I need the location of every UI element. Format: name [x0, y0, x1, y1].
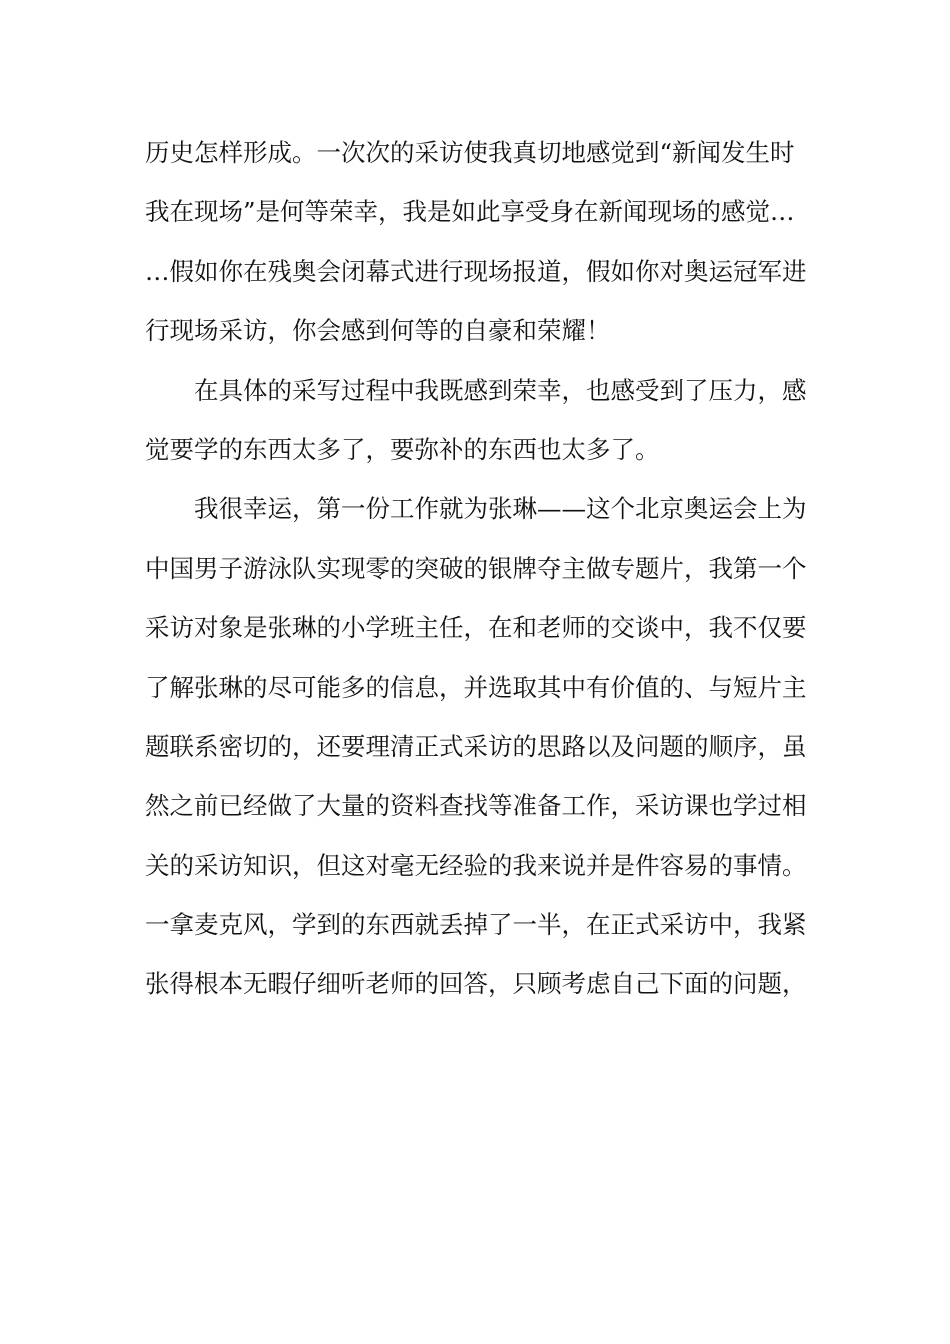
paragraph-first-line: 在具体的采写过程中我既感到荣幸，也感受到了压力，感	[194, 375, 807, 405]
text-line: 我在现场”是何等荣幸，我是如此享受身在新闻现场的感觉…	[145, 197, 795, 227]
text-line: 张得根本无暇仔细听老师的回答，只顾考虑自己下面的问题，	[145, 969, 807, 999]
text-line: 一拿麦克风，学到的东西就丢掉了一半，在正式采访中，我紧	[145, 910, 807, 940]
text-line: 历史怎样形成。一次次的采访使我真切地感觉到“新闻发生时	[145, 138, 795, 167]
paragraph-first-line: 我很幸运，第一份工作就为张琳——这个北京奥运会上为	[194, 494, 807, 524]
text-line: 了解张琳的尽可能多的信息，并选取其中有价值的、与短片主	[145, 672, 807, 702]
text-line: 中国男子游泳队实现零的突破的银牌夺主做专题片，我第一个	[145, 553, 807, 583]
text-line: 题联系密切的，还要理清正式采访的思路以及问题的顺序，虽	[145, 731, 807, 761]
text-line: …假如你在残奥会闭幕式进行现场报道，假如你对奥运冠军进	[145, 256, 807, 286]
text-line: 关的采访知识，但这对毫无经验的我来说并是件容易的事情。	[145, 850, 807, 880]
body-text	[145, 130, 810, 1021]
text-line: 采访对象是张琳的小学班主任，在和老师的交谈中，我不仅要	[145, 613, 807, 643]
text-line: 然之前已经做了大量的资料查找等准备工作，采访课也学过相	[145, 791, 807, 821]
text-line: 行现场采访，你会感到何等的自豪和荣耀！	[145, 316, 611, 346]
text-line: 觉要学的东西太多了，要弥补的东西也太多了。	[145, 434, 660, 464]
